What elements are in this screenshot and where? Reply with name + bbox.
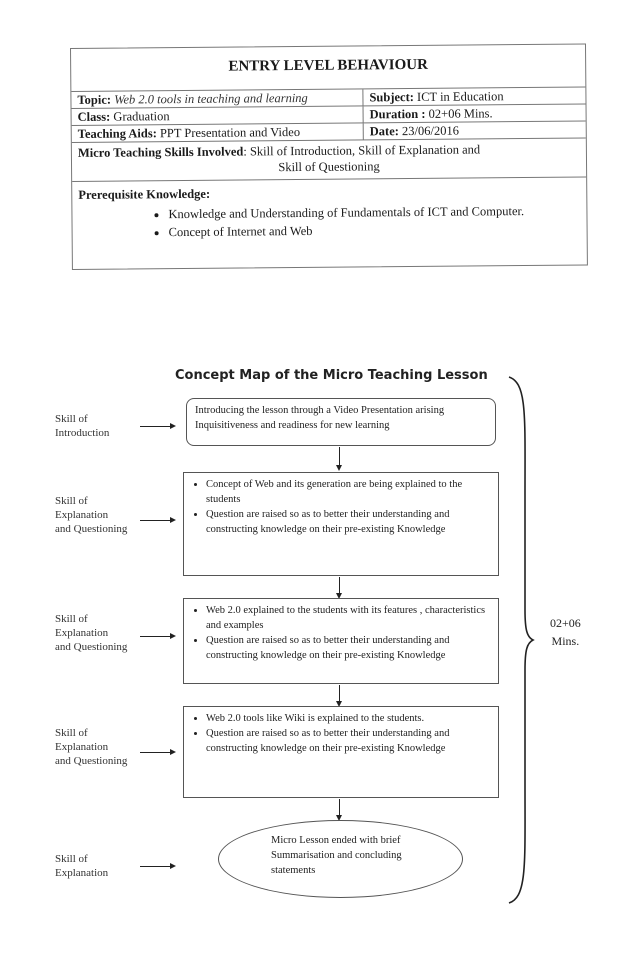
prereq-item: • Knowledge and Understanding of Fundamentals of ICT and Computer. <box>168 202 580 224</box>
subject-cell <box>363 88 585 106</box>
date-cell <box>364 122 586 140</box>
class-label: Class: <box>77 109 111 124</box>
oval-text: Micro Lesson ended with brief Summarisation and concluding statements <box>271 835 402 876</box>
subject-value: ICT in Education <box>416 89 504 104</box>
prereq-list <box>78 202 580 242</box>
concept-map-title: Concept Map of the Micro Teaching Lesson <box>175 368 488 383</box>
topic-label: Topic: <box>77 92 112 107</box>
arrow-right-icon <box>140 636 170 637</box>
skills-involved <box>72 139 586 182</box>
skill-label-explanation-1: Skill of Explanation and Questioning <box>55 495 128 535</box>
arrow-right-icon <box>140 520 170 521</box>
box-web-concept <box>183 472 499 576</box>
date-label: Date: <box>369 124 399 139</box>
topic-cell <box>71 89 363 108</box>
skills-value-1: : Skill of Introduction, Skill of Explanation and <box>243 142 481 159</box>
skills-label: Micro Teaching Skills Involved <box>77 144 244 160</box>
topic-value: Web 2.0 tools in teaching and learning <box>114 90 308 107</box>
arrow-down-icon <box>339 577 340 593</box>
duration-label: Duration : <box>369 106 426 122</box>
class-cell <box>72 106 364 125</box>
skill-label-introduction: Skill of Introduction <box>55 413 110 439</box>
aids-cell <box>72 123 364 142</box>
skill-label-explanation-2: Skill of Explanation and Questioning <box>55 613 128 653</box>
arrow-right-icon <box>140 426 170 427</box>
box-bullet: • Web 2.0 tools like Wiki is explained to the students. <box>206 711 490 726</box>
skills-value-2: Skill of Questioning <box>278 159 380 175</box>
duration-time: 02+06 <box>550 616 581 630</box>
skill-label-explanation-4: Skill of Explanation <box>55 853 109 879</box>
arrow-right-icon <box>140 866 170 867</box>
total-duration <box>550 614 581 650</box>
box-bullet: • Concept of Web and its generation are being explained to the students <box>206 477 490 507</box>
class-value: Graduation <box>113 109 170 124</box>
box-introduction: Introducing the lesson through a Video Presentation arising Inquisitiveness and readiness for new learning <box>186 398 496 446</box>
box-bullet: • Question are raised so as to better their understanding and constructing knowledge on their pre-existing Knowledge <box>206 633 490 663</box>
aids-label: Teaching Aids: <box>77 126 157 141</box>
box-bullet: • Question are raised so as to better their understanding and constructing knowledge on their pre-existing Knowledge <box>206 726 490 756</box>
duration-cell <box>364 105 586 123</box>
prereq-item: • Concept of Internet and Web <box>169 220 581 242</box>
box-bullet: • Question are raised so as to better their understanding and constructing knowledge on their pre-existing Knowledge <box>206 507 490 537</box>
subject-label: Subject: <box>369 90 414 105</box>
arrow-down-icon <box>339 685 340 701</box>
curly-brace-icon <box>505 375 535 905</box>
duration-value: 02+06 Mins. <box>428 106 493 121</box>
arrow-down-icon <box>339 799 340 815</box>
oval-conclusion <box>218 820 463 898</box>
arrow-down-icon <box>339 447 340 465</box>
prereq-label: Prerequisite Knowledge: <box>78 186 211 202</box>
arrow-right-icon <box>140 752 170 753</box>
box-web2-features <box>183 598 499 684</box>
prerequisite-knowledge <box>72 178 587 246</box>
date-value: 23/06/2016 <box>401 123 460 139</box>
box-bullet: • Web 2.0 explained to the students with its features , characteristics and examples <box>206 603 490 633</box>
entry-title: ENTRY LEVEL BEHAVIOUR <box>71 45 585 92</box>
duration-unit: Mins. <box>551 634 580 648</box>
skill-label-explanation-3: Skill of Explanation and Questioning <box>55 727 128 767</box>
aids-value: PPT Presentation and Video <box>159 124 301 141</box>
entry-level-table <box>70 43 588 269</box>
box-web2-tools <box>183 706 499 798</box>
